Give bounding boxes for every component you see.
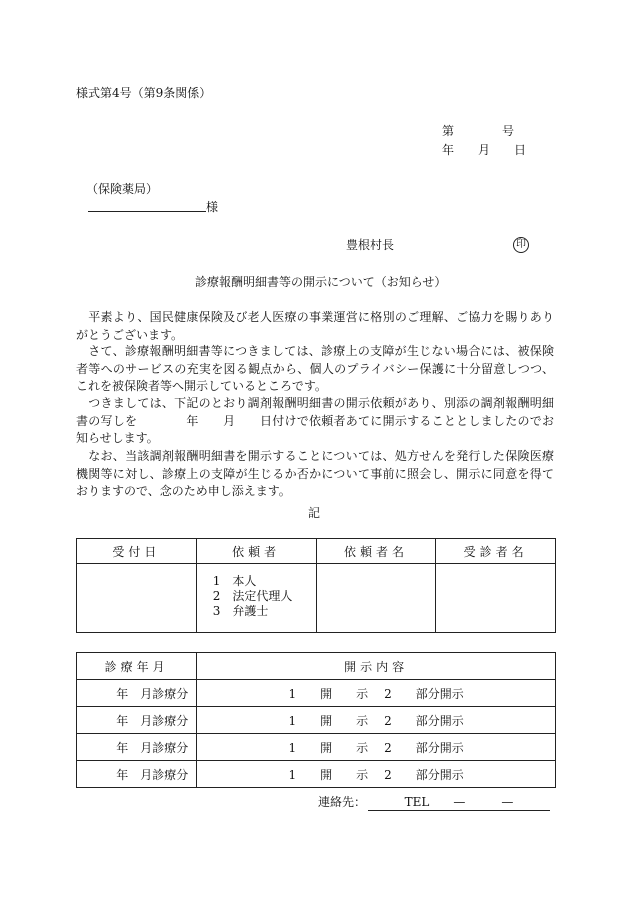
ki-heading: 記 bbox=[308, 506, 321, 520]
header-reception-date: 受付日 bbox=[77, 539, 197, 564]
requester-option-3[interactable]: 3 弁護士 bbox=[212, 604, 269, 618]
header-disclosure-content: 開示内容 bbox=[197, 653, 556, 680]
paragraph-2: さて、診療報酬明細書等につきましては、診療上の支障が生じない場合には、被保険者等へのサービスの充実を図る観点から、個人のプライバシー保護に十分留意しつつ、これを被保険者等へ開示しているところです。 bbox=[76, 344, 554, 393]
option-full-disclosure[interactable]: 1 開 示 bbox=[288, 686, 369, 701]
cell-requester[interactable] bbox=[196, 564, 316, 633]
table-row bbox=[77, 707, 556, 734]
recipient-org: （保険薬局） bbox=[86, 182, 159, 196]
option-partial-disclosure[interactable]: 2 部分開示 bbox=[384, 713, 464, 728]
option-partial-disclosure[interactable]: 2 部分開示 bbox=[384, 686, 464, 701]
table-row bbox=[77, 734, 556, 761]
cell-patient-name[interactable] bbox=[436, 564, 556, 633]
recipient-name-line bbox=[88, 211, 206, 212]
table-row bbox=[77, 761, 556, 788]
cell-reception-date[interactable] bbox=[77, 564, 197, 633]
document-number: 第 号 bbox=[442, 124, 515, 138]
requester-option-2[interactable]: 2 法定代理人 bbox=[212, 589, 293, 603]
document-title: 診療報酬明細書等の開示について（お知らせ） bbox=[195, 275, 447, 289]
option-full-disclosure[interactable]: 1 開 示 bbox=[288, 713, 369, 728]
option-full-disclosure[interactable]: 1 開 示 bbox=[288, 767, 369, 782]
treatment-month[interactable]: 年 月診療分 bbox=[77, 680, 197, 707]
paragraph-3: つきましては、下記のとおり調剤報酬明細書の開示依頼があり、別添の調剤報酬明細書の写しを 年 月 日付けで依頼者あてに開示することとしましたのでお知らせします。 bbox=[76, 396, 554, 445]
issue-date: 年 月 日 bbox=[442, 143, 527, 157]
header-patient-name: 受診者名 bbox=[436, 539, 556, 564]
recipient-suffix: 様 bbox=[206, 200, 219, 214]
header-requester-name: 依頼者名 bbox=[316, 539, 436, 564]
paragraph-1: 平素より、国民健康保険及び老人医療の事業運営に格別のご理解、ご協力を賜りありがとうございます。 bbox=[76, 310, 554, 342]
header-requester: 依頼者 bbox=[196, 539, 316, 564]
cell-requester-name[interactable] bbox=[316, 564, 436, 633]
header-treatment-month: 診療年月 bbox=[77, 653, 197, 680]
treatment-month[interactable]: 年 月診療分 bbox=[77, 761, 197, 788]
table-row bbox=[77, 680, 556, 707]
contact-value[interactable]: TEL — — bbox=[368, 793, 550, 811]
treatment-month[interactable]: 年 月診療分 bbox=[77, 734, 197, 761]
contact-label: 連絡先： bbox=[318, 795, 367, 809]
request-table bbox=[76, 538, 556, 633]
paragraph-4: なお、当該調剤報酬明細書を開示することについては、処方せんを発行した保険医療機関等に対し、診療上の支障が生じるか否かについて事前に照会し、開示に同意を得ておりますので、念のため申し添えます。 bbox=[76, 449, 554, 498]
seal-icon: 印 bbox=[513, 237, 529, 253]
option-partial-disclosure[interactable]: 2 部分開示 bbox=[384, 767, 464, 782]
seal-mark bbox=[513, 236, 529, 253]
option-full-disclosure[interactable]: 1 開 示 bbox=[288, 740, 369, 755]
treatment-month[interactable]: 年 月診療分 bbox=[77, 707, 197, 734]
sender-name: 豊根村長 bbox=[346, 238, 395, 252]
option-partial-disclosure[interactable]: 2 部分開示 bbox=[384, 740, 464, 755]
requester-option-1[interactable]: 1 本人 bbox=[212, 574, 257, 588]
disclosure-table bbox=[76, 652, 556, 788]
form-number: 様式第4号（第9条関係） bbox=[76, 86, 212, 100]
